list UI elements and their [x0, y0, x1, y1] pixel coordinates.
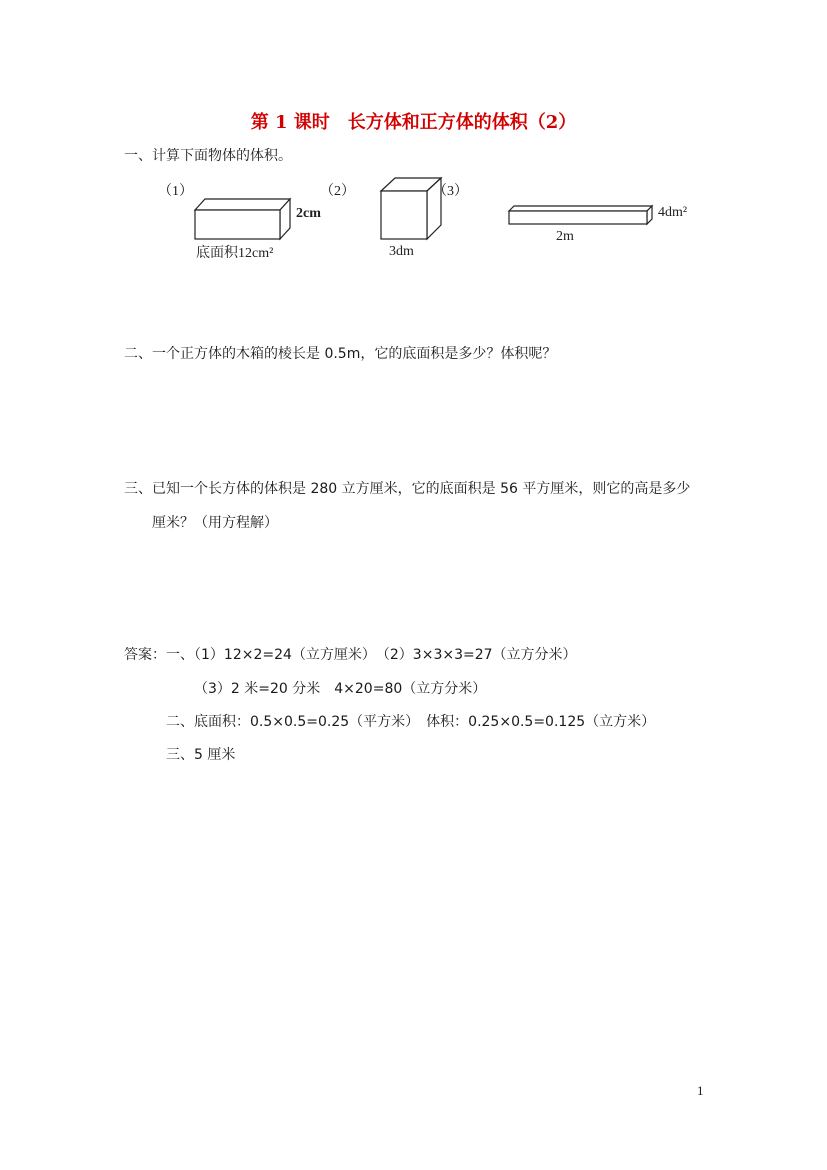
- answer-line3: 二、底面积：0.5×0.5=0.25（平方米） 体积：0.25×0.5=0.125（立方米）: [166, 714, 656, 730]
- fig2-edge-label: 3dm: [389, 244, 414, 259]
- section3-question-line1: 三、已知一个长方体的体积是 280 立方厘米，它的底面积是 56 平方厘米，则它的高是多少: [124, 481, 691, 497]
- fig3-area-label: 4dm²: [658, 205, 688, 220]
- answer-line4: 三、5 厘米: [166, 747, 236, 763]
- fig1-label: （1）: [158, 184, 193, 199]
- section1-heading: 一、计算下面物体的体积。: [124, 148, 292, 164]
- answer-line2: （3）2 米=20 分米 4×20=80（立方分米）: [194, 681, 487, 697]
- page-number: 1: [697, 1083, 704, 1098]
- section2-question: 二、一个正方体的木箱的棱长是 0.5m，它的底面积是多少？体积呢？: [124, 346, 557, 362]
- fig1-base-area-label: 底面积12cm²: [196, 246, 274, 261]
- answer-line1: 答案：一、（1）12×2=24（立方厘米） （2）3×3×3=27（立方分米）: [124, 647, 577, 663]
- fig1-height-label: 2cm: [296, 206, 321, 221]
- page-title: 第 1 课时 长方体和正方体的体积（2）: [250, 112, 577, 133]
- fig3-length-label: 2m: [556, 229, 574, 244]
- fig2-label: （2）: [320, 184, 355, 199]
- fig3-label: （3）: [433, 184, 468, 199]
- long-prism-figure: [506, 203, 656, 227]
- section3-question-line2: 厘米？（用方程解）: [152, 515, 278, 531]
- cuboid-figure: [190, 195, 295, 245]
